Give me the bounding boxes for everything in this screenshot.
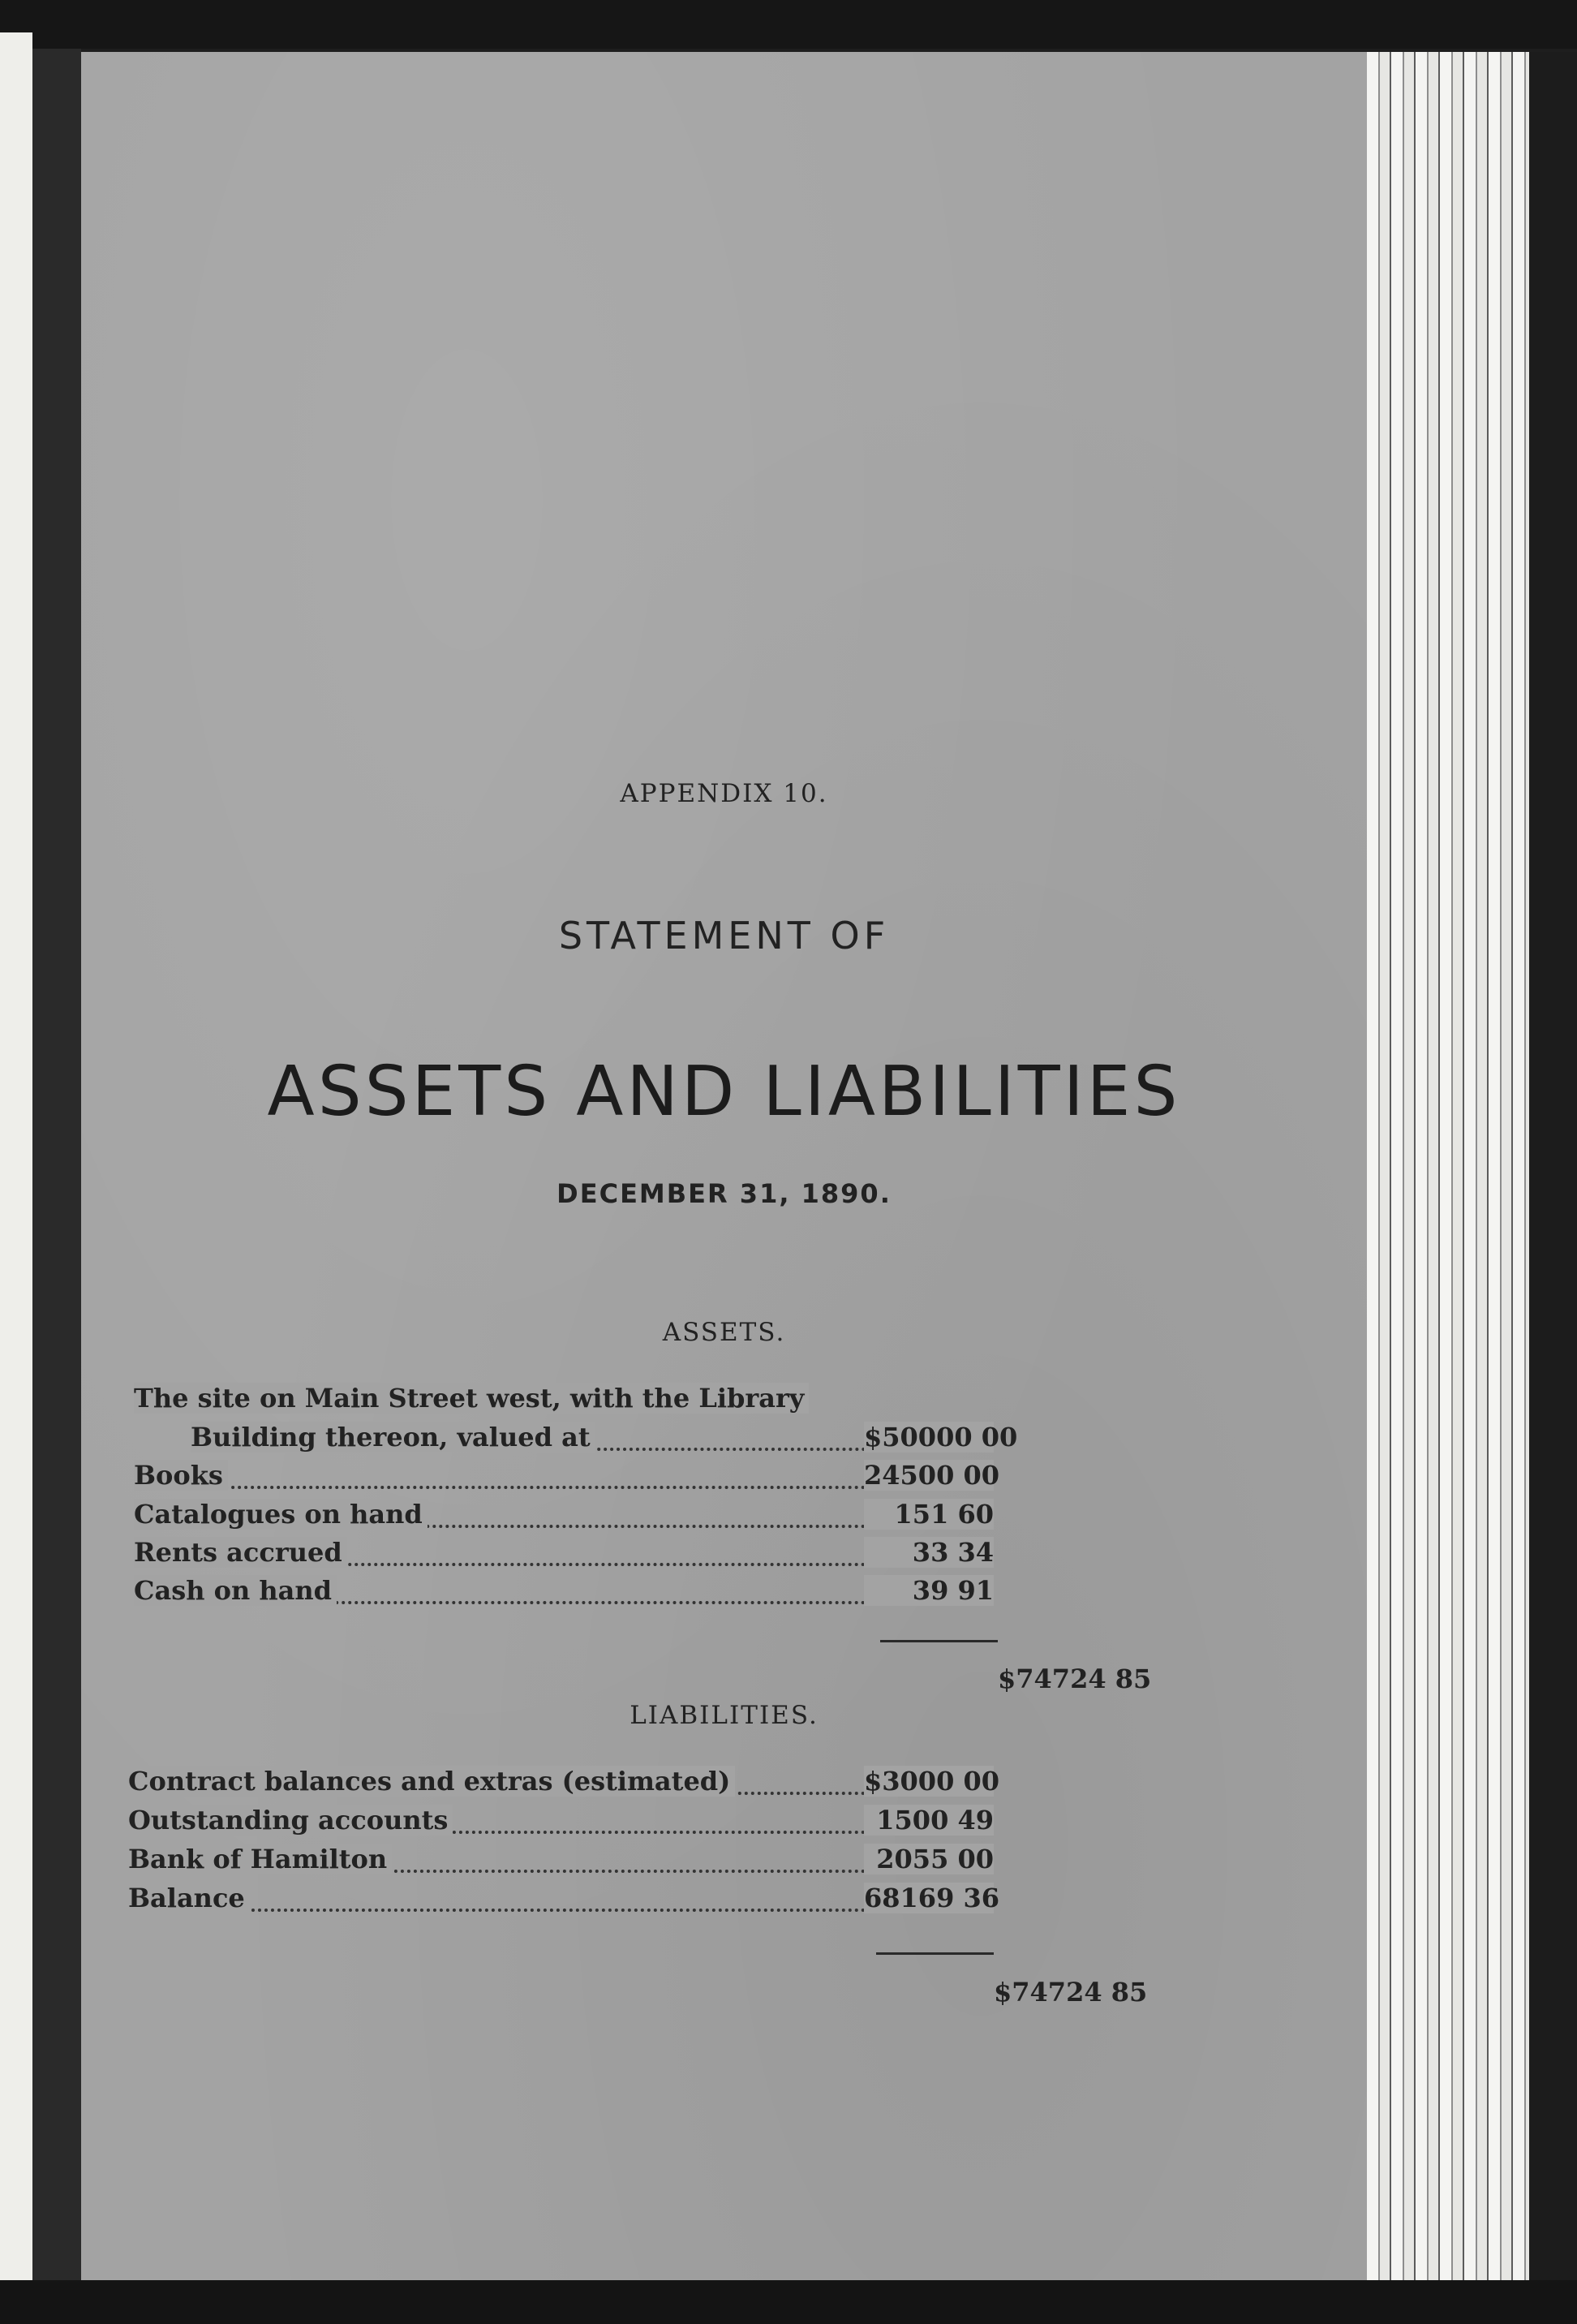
ledger-row (81, 1766, 1367, 1801)
liabilities-heading: LIABILITIES. (630, 1701, 819, 1730)
ledger-amount: 2055 00 (864, 1844, 994, 1874)
ledger-amount: 68169 36 (864, 1883, 999, 1913)
scan-frame-right (1529, 52, 1577, 2292)
facing-page-edge (0, 32, 32, 2296)
assets-heading: ASSETS. (662, 1318, 786, 1347)
ledger-amount: 33 34 (864, 1537, 994, 1568)
ledger-row (81, 1805, 1367, 1840)
ledger-amount: $50000 00 (864, 1422, 1018, 1452)
ledger-label: Contract balances and extras (estimated) (128, 1766, 735, 1797)
ledger-amount: 24500 00 (864, 1460, 999, 1491)
page-title: ASSETS AND LIABILITIES (267, 1052, 1181, 1132)
assets-intro-line (81, 1383, 1367, 1418)
ledger-label: Rents accrued (134, 1537, 347, 1568)
ledger-label: Outstanding accounts (128, 1805, 453, 1836)
assets-intro-text: The site on Main Street west, with the Library (134, 1383, 809, 1414)
liabilities-total: $74724 85 (994, 1977, 1148, 2008)
ledger-row (81, 1460, 1367, 1496)
binding-shadow (32, 49, 81, 2288)
ledger-label: Books (134, 1460, 228, 1491)
ledger-row (81, 1499, 1367, 1534)
ledger-label: Building thereon, valued at (191, 1422, 595, 1452)
ledger-label: Cash on hand (134, 1575, 337, 1606)
ledger-amount: 39 91 (864, 1575, 994, 1606)
ledger-amount: 151 60 (864, 1499, 994, 1530)
ledger-amount: 1500 49 (864, 1805, 994, 1836)
scan-frame-bottom (0, 2280, 1577, 2324)
ledger-row (81, 1537, 1367, 1573)
statement-date: DECEMBER 31, 1890. (556, 1178, 892, 1209)
ledger-row (81, 1422, 1367, 1457)
ledger-row (81, 1844, 1367, 1879)
book-page-edges (1367, 52, 1529, 2292)
leader-dots (134, 1483, 937, 1489)
sum-rule (876, 1952, 994, 1955)
ledger-label: Catalogues on hand (134, 1499, 428, 1530)
appendix-label: APPENDIX 10. (620, 779, 828, 808)
ledger-row (81, 1883, 1367, 1918)
sum-rule (880, 1640, 998, 1642)
assets-total: $74724 85 (998, 1663, 1152, 1694)
ledger-row (81, 1575, 1367, 1611)
ledger-amount: $3000 00 (864, 1766, 999, 1797)
statement-subtitle: STATEMENT OF (558, 914, 890, 958)
scan-frame-top (0, 0, 1577, 49)
document-page (81, 52, 1367, 2292)
ledger-label: Balance (128, 1883, 250, 1913)
ledger-label: Bank of Hamilton (128, 1844, 392, 1874)
